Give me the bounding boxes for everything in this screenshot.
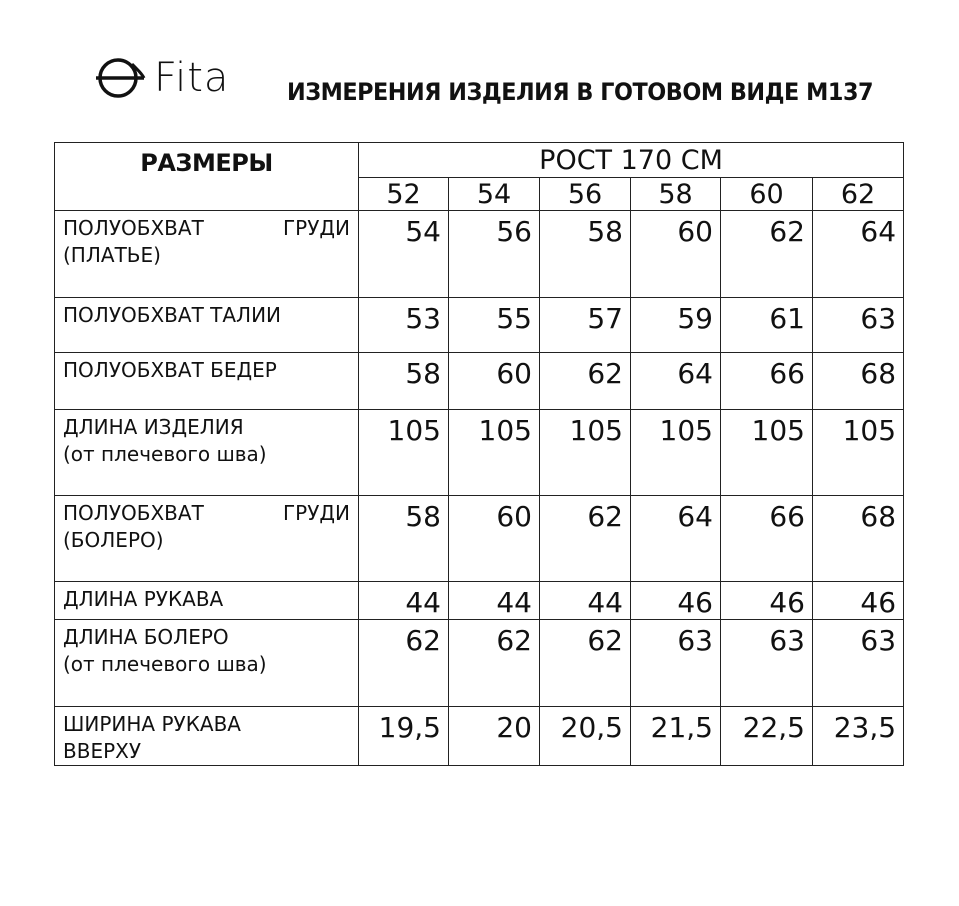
measurement-value: 62: [540, 620, 631, 707]
measurements-table: [54, 142, 904, 766]
table-row: [55, 707, 904, 766]
measurement-value: 46: [813, 582, 904, 620]
measurement-label-line2: (ПЛАТЬЕ): [63, 243, 161, 267]
measurement-value: 64: [631, 496, 721, 582]
measurement-label: [55, 496, 359, 582]
measurement-value: 54: [359, 211, 449, 298]
measurement-value: 62: [540, 496, 631, 582]
measurement-value: 61: [721, 298, 813, 353]
measurement-value: 22,5: [721, 707, 813, 766]
measurement-value: 105: [359, 410, 449, 496]
measurement-value: 68: [813, 496, 904, 582]
measurement-value: 105: [813, 410, 904, 496]
measurement-value: 46: [721, 582, 813, 620]
measurement-label-line1: ПОЛУОБХВАТ ТАЛИИ: [63, 303, 282, 327]
table-row: [55, 211, 904, 298]
measurement-label-line2: (от плечевого шва): [63, 442, 267, 466]
measurement-value: 56: [449, 211, 540, 298]
measurement-value: 58: [359, 353, 449, 410]
measurement-label-line2: (БОЛЕРО): [63, 528, 164, 552]
brand-name: Fita: [154, 55, 230, 101]
measurement-label-line1: ПОЛУОБХВАТ ГРУДИ: [63, 501, 350, 525]
measurement-value: 66: [721, 353, 813, 410]
measurement-value: 60: [449, 496, 540, 582]
measurement-value: 57: [540, 298, 631, 353]
size-cell: 56: [540, 178, 631, 211]
measurement-value: 44: [359, 582, 449, 620]
measurement-value: 20,5: [540, 707, 631, 766]
measurement-value: 64: [813, 211, 904, 298]
height-header: РОСТ 170 СМ: [359, 143, 904, 178]
document-title: ИЗМЕРЕНИЯ ИЗДЕЛИЯ В ГОТОВОМ ВИДЕ М137: [287, 78, 874, 106]
measurement-value: 62: [449, 620, 540, 707]
measurement-label: [55, 620, 359, 707]
size-cell: 52: [359, 178, 449, 211]
size-cell: 60: [721, 178, 813, 211]
measurement-label-line1: ДЛИНА ИЗДЕЛИЯ: [63, 415, 244, 439]
measurement-value: 63: [721, 620, 813, 707]
measurement-value: 58: [540, 211, 631, 298]
measurement-value: 59: [631, 298, 721, 353]
measurement-value: 105: [631, 410, 721, 496]
brand-logo: [94, 52, 229, 104]
measurement-label-line2: ВВЕРХУ: [63, 739, 142, 763]
measurement-label: [55, 298, 359, 353]
measurement-label: [55, 353, 359, 410]
measurement-value: 21,5: [631, 707, 721, 766]
table-row: [55, 582, 904, 620]
measurement-value: 58: [359, 496, 449, 582]
measurement-value: 44: [449, 582, 540, 620]
measurement-label-line1: ШИРИНА РУКАВА: [63, 712, 241, 736]
size-cell: 58: [631, 178, 721, 211]
table-row: [55, 496, 904, 582]
measurement-value: 68: [813, 353, 904, 410]
sizes-header: РАЗМЕРЫ: [55, 143, 359, 211]
table-row: [55, 353, 904, 410]
measurement-label-line1: ПОЛУОБХВАТ БЕДЕР: [63, 358, 277, 382]
measurement-value: 23,5: [813, 707, 904, 766]
size-cell: 54: [449, 178, 540, 211]
measurement-label-line1: ПОЛУОБХВАТ ГРУДИ: [63, 216, 350, 240]
measurement-value: 63: [813, 298, 904, 353]
measurement-label: [55, 211, 359, 298]
measurement-label-line1: ДЛИНА РУКАВА: [63, 587, 224, 611]
measurement-value: 63: [631, 620, 721, 707]
measurement-value: 105: [721, 410, 813, 496]
measurement-value: 20: [449, 707, 540, 766]
measurement-value: 60: [631, 211, 721, 298]
measurement-value: 19,5: [359, 707, 449, 766]
measurement-value: 105: [449, 410, 540, 496]
measurement-value: 64: [631, 353, 721, 410]
table-row: [55, 410, 904, 496]
size-cell: 62: [813, 178, 904, 211]
measurement-label: [55, 410, 359, 496]
measurement-label-line2: (от плечевого шва): [63, 652, 267, 676]
measurement-label-line1: ДЛИНА БОЛЕРО: [63, 625, 229, 649]
measurement-value: 62: [721, 211, 813, 298]
measurement-value: 63: [813, 620, 904, 707]
measurement-value: 53: [359, 298, 449, 353]
measurement-value: 44: [540, 582, 631, 620]
measurement-value: 105: [540, 410, 631, 496]
measurement-label: [55, 582, 359, 620]
measurement-value: 66: [721, 496, 813, 582]
measurement-value: 62: [540, 353, 631, 410]
measurement-label: [55, 707, 359, 766]
table-row: [55, 298, 904, 353]
measurement-value: 62: [359, 620, 449, 707]
fita-logo-icon: [94, 52, 146, 104]
measurement-value: 55: [449, 298, 540, 353]
table-row: [55, 620, 904, 707]
measurement-value: 46: [631, 582, 721, 620]
measurement-value: 60: [449, 353, 540, 410]
